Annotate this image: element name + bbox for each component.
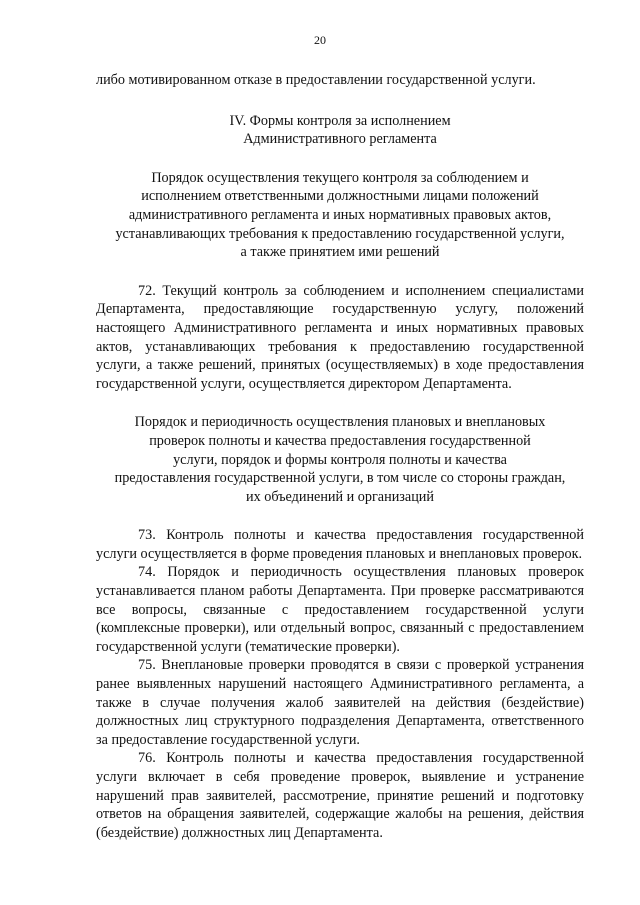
continuation-line: либо мотивированном отказе в предоставлении государственной услуги. [96, 72, 536, 88]
subheading-line: административного регламента и иных нормативных правовых актов, [128, 206, 552, 223]
subheading-line: устанавливающих требования к предоставлению государственной услуги, [115, 225, 565, 242]
subheading-line: а также принятием ими решений [240, 244, 440, 261]
page-number: 20 [314, 33, 326, 47]
section-heading-line2: Административного регламента [243, 131, 437, 148]
subheading-inspections [96, 413, 584, 506]
paragraph-75: 75. Внеплановые проверки проводятся в связи с проверкой устранения ранее выявленных нарушений настоящего Административного регламента, а также в случае получения жалоб заявителей на действия (бездействие) должностных лиц структурного подразделения Департамента, ответственного за предоставление государственной услуги. [96, 657, 584, 748]
subheading-line: Порядок осуществления текущего контроля за соблюдением и [151, 169, 529, 186]
subheading-line: исполнением ответственными должностными лицами положений [141, 188, 539, 205]
subheading-line: их объединений и организаций [246, 488, 434, 505]
subheading-line: проверок полноты и качества предоставления государственной [149, 432, 531, 449]
subheading-current-control [96, 169, 584, 262]
subheading-line: услуги, порядок и формы контроля полноты и качества [173, 451, 507, 468]
paragraph-72: 72. Текущий контроль за соблюдением и исполнением специалистами Департамента, предоставляющие государственную услугу, положений настоящего Административного регламента и иных нормативных правовых актов, устанавливающих требования к предоставлению государственной услуги, а также решений, принятых (осуществляемых) в ходе предоставления государственной услуги, осуществляется директором Департамента. [96, 282, 584, 392]
subheading-line: Порядок и периодичность осуществления плановых и внеплановых [134, 414, 546, 431]
subheading-line: предоставления государственной услуги, в том числе со стороны граждан, [114, 470, 566, 487]
paragraph-74: 74. Порядок и периодичность осуществления плановых проверок устанавливается планом работы Департамента. При проверке рассматриваются все вопросы, связанные с предоставлением государственной услуги (комплексные проверки), или отдельный вопрос, связанный с предоставлением государственной услуги (тематические проверки). [96, 564, 584, 655]
paragraph-73: 73. Контроль полноты и качества предоставления государственной услуги осуществляется в форме проведения плановых и внеплановых проверок. [96, 527, 584, 562]
section-heading [96, 112, 584, 149]
page-content [96, 71, 584, 842]
paragraph-76: 76. Контроль полноты и качества предоставления государственной услуги включает в себя проведение проверок, выявление и устранение нарушений прав заявителей, рассмотрение, принятие решений и подготовку ответов на обращения заявителей, содержащие жалобы на решения, действия (бездействие) должностных лиц Департамента. [96, 750, 584, 841]
section-heading-line1: IV. Формы контроля за исполнением [229, 112, 451, 129]
